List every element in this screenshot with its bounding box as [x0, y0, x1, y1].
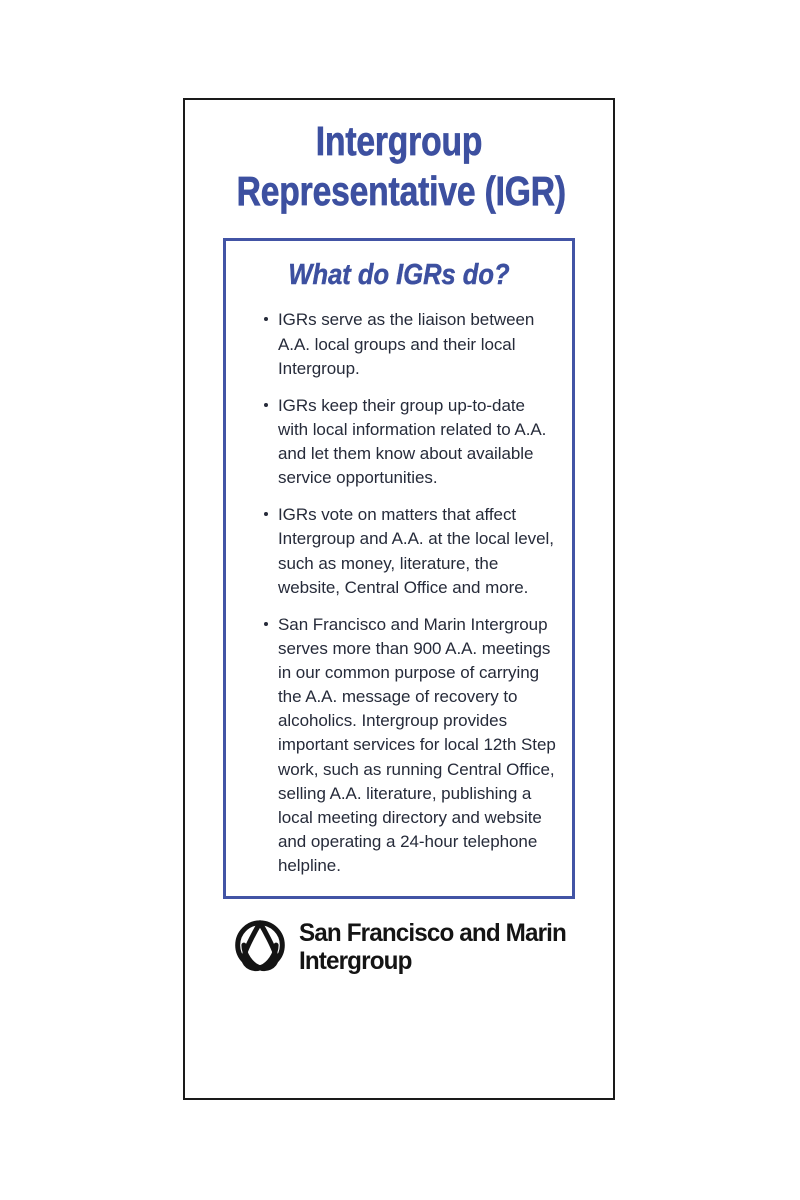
organization-logo [223, 916, 574, 978]
organization-name-line-2: Intergroup [299, 947, 412, 976]
organization-name [299, 919, 566, 975]
list-item-text: IGRs vote on matters that affect Intergroup and A.A. at the local level, such as money, literature, the website, Central Office and more. [278, 505, 554, 597]
page-title [224, 100, 575, 216]
section-heading: What do IGRs do? [288, 259, 510, 292]
list-item-text: San Francisco and Marin Intergroup serves more than 900 A.A. meetings in our common purpose of carrying the A.A. message of recovery to alcoholics. Intergroup provides important services for local 12th Step work, such as running Central Office, selling A.A. literature, publishing a local meeting directory and website and operating a 24-hour telephone helpline. [278, 614, 556, 875]
bullet-dot-icon [264, 512, 268, 516]
list-item [264, 308, 556, 380]
page-title-line-1: Intergroup [315, 118, 483, 164]
list-item [264, 394, 556, 491]
list-item-text: IGRs serve as the liaison between A.A. local groups and their local Intergroup. [278, 310, 535, 378]
bullet-dot-icon [264, 622, 268, 626]
bullet-list [240, 308, 558, 878]
content-box [223, 238, 575, 899]
list-item [264, 503, 556, 600]
list-item [264, 613, 556, 878]
organization-name-line-1: San Francisco and Marin [299, 919, 567, 948]
flyer-card [183, 98, 615, 1100]
page-title-line-2: Representative (IGR) [236, 168, 566, 215]
aa-circle-triangle-icon [229, 916, 291, 978]
bullet-dot-icon [264, 403, 268, 407]
list-item-text: IGRs keep their group up-to-date with local information related to A.A. and let them know about available service opportunities. [278, 395, 547, 488]
bullet-dot-icon [264, 317, 268, 321]
